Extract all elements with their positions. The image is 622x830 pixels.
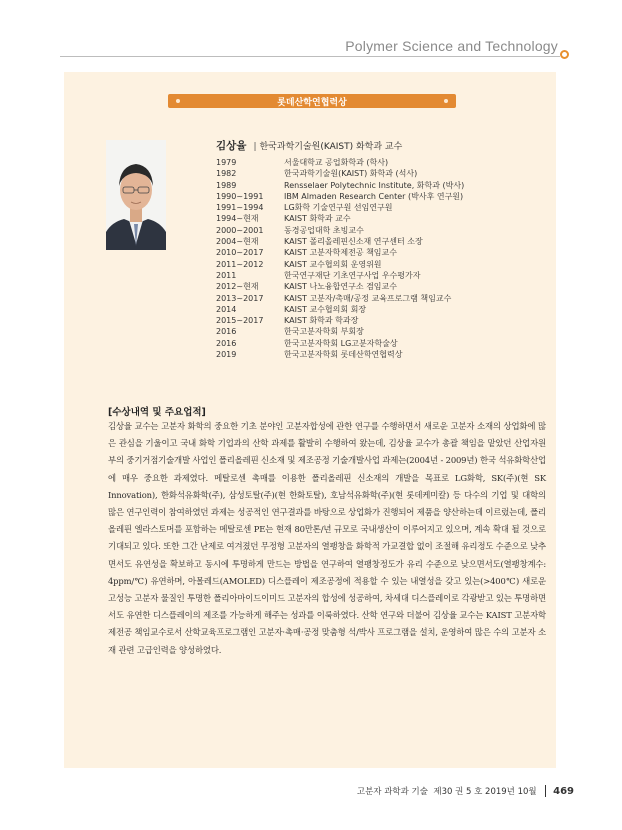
person-affiliation: 한국과학기술원(KAIST) 화학과 교수 xyxy=(259,142,403,152)
career-desc: 한국고분자학회 롯데산학연협력상 xyxy=(284,350,403,360)
footer-issue: 제30 권 5 호 2019년 10월 xyxy=(433,787,537,797)
person-name: 김상율 xyxy=(216,140,247,152)
footer-journal-name: 고분자 과학과 기술 xyxy=(356,787,428,797)
career-year: 1991~1994 xyxy=(216,203,264,213)
career-year: 2010~2017 xyxy=(216,248,264,258)
career-desc: 한국고분자학회 LG고분자학술상 xyxy=(284,338,398,348)
career-desc: KAIST 고분자/촉매/공정 교육프로그램 책임교수 xyxy=(284,293,452,303)
career-desc: LG화학 기술연구원 선임연구원 xyxy=(284,203,393,213)
name-line xyxy=(216,138,402,153)
career-row xyxy=(216,180,464,191)
header-rule xyxy=(60,56,560,57)
career-year: 2004~현재 xyxy=(216,237,259,247)
career-row xyxy=(216,259,464,270)
career-row xyxy=(216,225,464,236)
career-year: 2015~2017 xyxy=(216,316,264,326)
career-year: 2011 xyxy=(216,270,237,280)
career-desc: KAIST 고분자학제전공 책임교수 xyxy=(284,248,397,258)
footer-divider xyxy=(545,785,547,797)
career-desc: Rensselaer Polytechnic Institute, 화학과 (박사) xyxy=(284,180,465,190)
career-year: 1989 xyxy=(216,180,237,190)
career-list xyxy=(216,157,464,360)
page-footer xyxy=(357,785,574,797)
career-row xyxy=(216,236,464,247)
career-year: 1990~1991 xyxy=(216,191,264,201)
career-desc: KAIST 나노융합연구소 겸임교수 xyxy=(284,282,397,292)
career-desc: KAIST 화학과 교수 xyxy=(284,214,351,224)
career-desc: KAIST 폴리올레핀신소재 연구센터 소장 xyxy=(284,237,423,247)
career-row xyxy=(216,349,464,360)
career-row xyxy=(216,304,464,315)
career-year: 1979 xyxy=(216,158,237,167)
career-year: 2012~현재 xyxy=(216,282,259,292)
career-year: 2016 xyxy=(216,338,237,348)
career-row xyxy=(216,338,464,349)
award-title: 롯데산학연협력상 xyxy=(277,98,347,108)
page-number: 469 xyxy=(553,785,574,797)
career-row xyxy=(216,281,464,292)
career-row xyxy=(216,293,464,304)
career-row xyxy=(216,191,464,202)
career-year: 2016 xyxy=(216,327,237,337)
career-row xyxy=(216,168,464,179)
header-circle-icon xyxy=(560,50,569,59)
career-desc: 한국고분자학회 부회장 xyxy=(284,327,364,337)
career-desc: KAIST 화학과 학과장 xyxy=(284,316,359,326)
career-desc: 서울대학교 공업화학과 (학사) xyxy=(284,158,389,167)
career-row xyxy=(216,213,464,224)
career-row xyxy=(216,247,464,258)
career-row xyxy=(216,326,464,337)
career-year: 2019 xyxy=(216,350,237,360)
career-year: 2013~2017 xyxy=(216,293,264,303)
career-year: 1982 xyxy=(216,169,237,179)
career-desc: IBM Almaden Research Center (박사후 연구원) xyxy=(284,191,464,201)
career-year: 2000~2001 xyxy=(216,225,264,235)
career-desc: KAIST 교수협의회 운영위원 xyxy=(284,259,382,269)
career-row xyxy=(216,157,464,168)
career-year: 1994~현재 xyxy=(216,214,259,224)
career-row xyxy=(216,270,464,281)
career-desc: 동경공업대학 초빙교수 xyxy=(284,225,364,235)
career-desc: KAIST 교수협의회 회장 xyxy=(284,304,367,314)
career-year: 2011~2012 xyxy=(216,259,264,269)
career-year: 2014 xyxy=(216,304,237,314)
career-row xyxy=(216,202,464,213)
career-desc: 한국과학기술원(KAIST) 화학과 (석사) xyxy=(284,169,418,179)
career-row xyxy=(216,315,464,326)
portrait-photo xyxy=(106,140,166,250)
award-panel xyxy=(64,72,556,768)
award-banner xyxy=(168,94,456,108)
section-title: [수상내역 및 주요업적] xyxy=(108,407,206,418)
body-paragraph: 김상율 교수는 고분자 화학의 중요한 기초 분야인 고분자합성에 관한 연구를 수행하면서 새로운 고분자 소재의 상업화에 많은 관심을 기울이고 국내 화학 기업과의 산학 과제를 활발히 수행하여 왔는데, 김상율 교수가 총괄 책임을 맡았던 산업자원부의 중기거점기술개발 사업인 폴리올레핀 신소재 및 제조공정 기술개발사업 과제는(2004년 - 2009년) 한국 석유화학산업에 매우 중요한 과제였다. 메탈로센 촉매를 이용한 폴리올레핀 신소재의 개발을 목표로 LG화학, SK(주)(현 SK Innovation), 한화석유화학(주), 삼성토탈(주)(현 한화토탈), 호남석유화학(주)(현 롯데케미칼) 등 다수의 기업 및 대학의 많은 연구인력이 참여하였던 과제는 성공적인 연구결과를 바탕으로 상업화가 진행되어 제품을 양산하는데 이르렀는데, 폴리올레핀 엘라스토머를 포함하는 메탈로센 PE는 현재 80만톤/년 규모로 국내생산이 이루어지고 있으며, 계속 확대 될 것으로 기대되고 있다. 또한 그간 난제로 여겨졌던 무정형 고분자의 열팽창을 화학적 가교결합 없이 조절해 유리정도 수준으로 낮추면서도 유연성을 확보하고 동시에 투명하게 만드는 방법을 연구하여 열팽창정도가 유리 수준으로 낮으면서도(열팽창계수: 4ppm/℃) 유연하며, 아몰레드(AMOLED) 디스플레이 제조공정에 적용할 수 있는 내열성을 갖고 있는(>400℃) 새로운 고성능 고분자 물질인 투명한 폴리아마이드이미드 고분자의 합성에 성공하여, 차세대 디스플레이로 각광받고 있는 투명하면서도 유연한 디스플레이의 제조를 가능하게 해주는 성과를 이룩하였다. 산학 연구와 더불어 김상율 교수는 KAIST 고분자학제전공 책임교수로서 산학교육프로그램인 고분자·촉매·공정 맞춤형 석/박사 프로그램을 설치, 운영하여 많은 수의 고분자 소재 관련 고급인력을 양성하였다. xyxy=(108,421,546,655)
separator: | xyxy=(253,142,257,152)
journal-header: Polymer Science and Technology xyxy=(345,38,558,54)
career-desc: 한국연구재단 기초연구사업 우수평가자 xyxy=(284,270,421,280)
